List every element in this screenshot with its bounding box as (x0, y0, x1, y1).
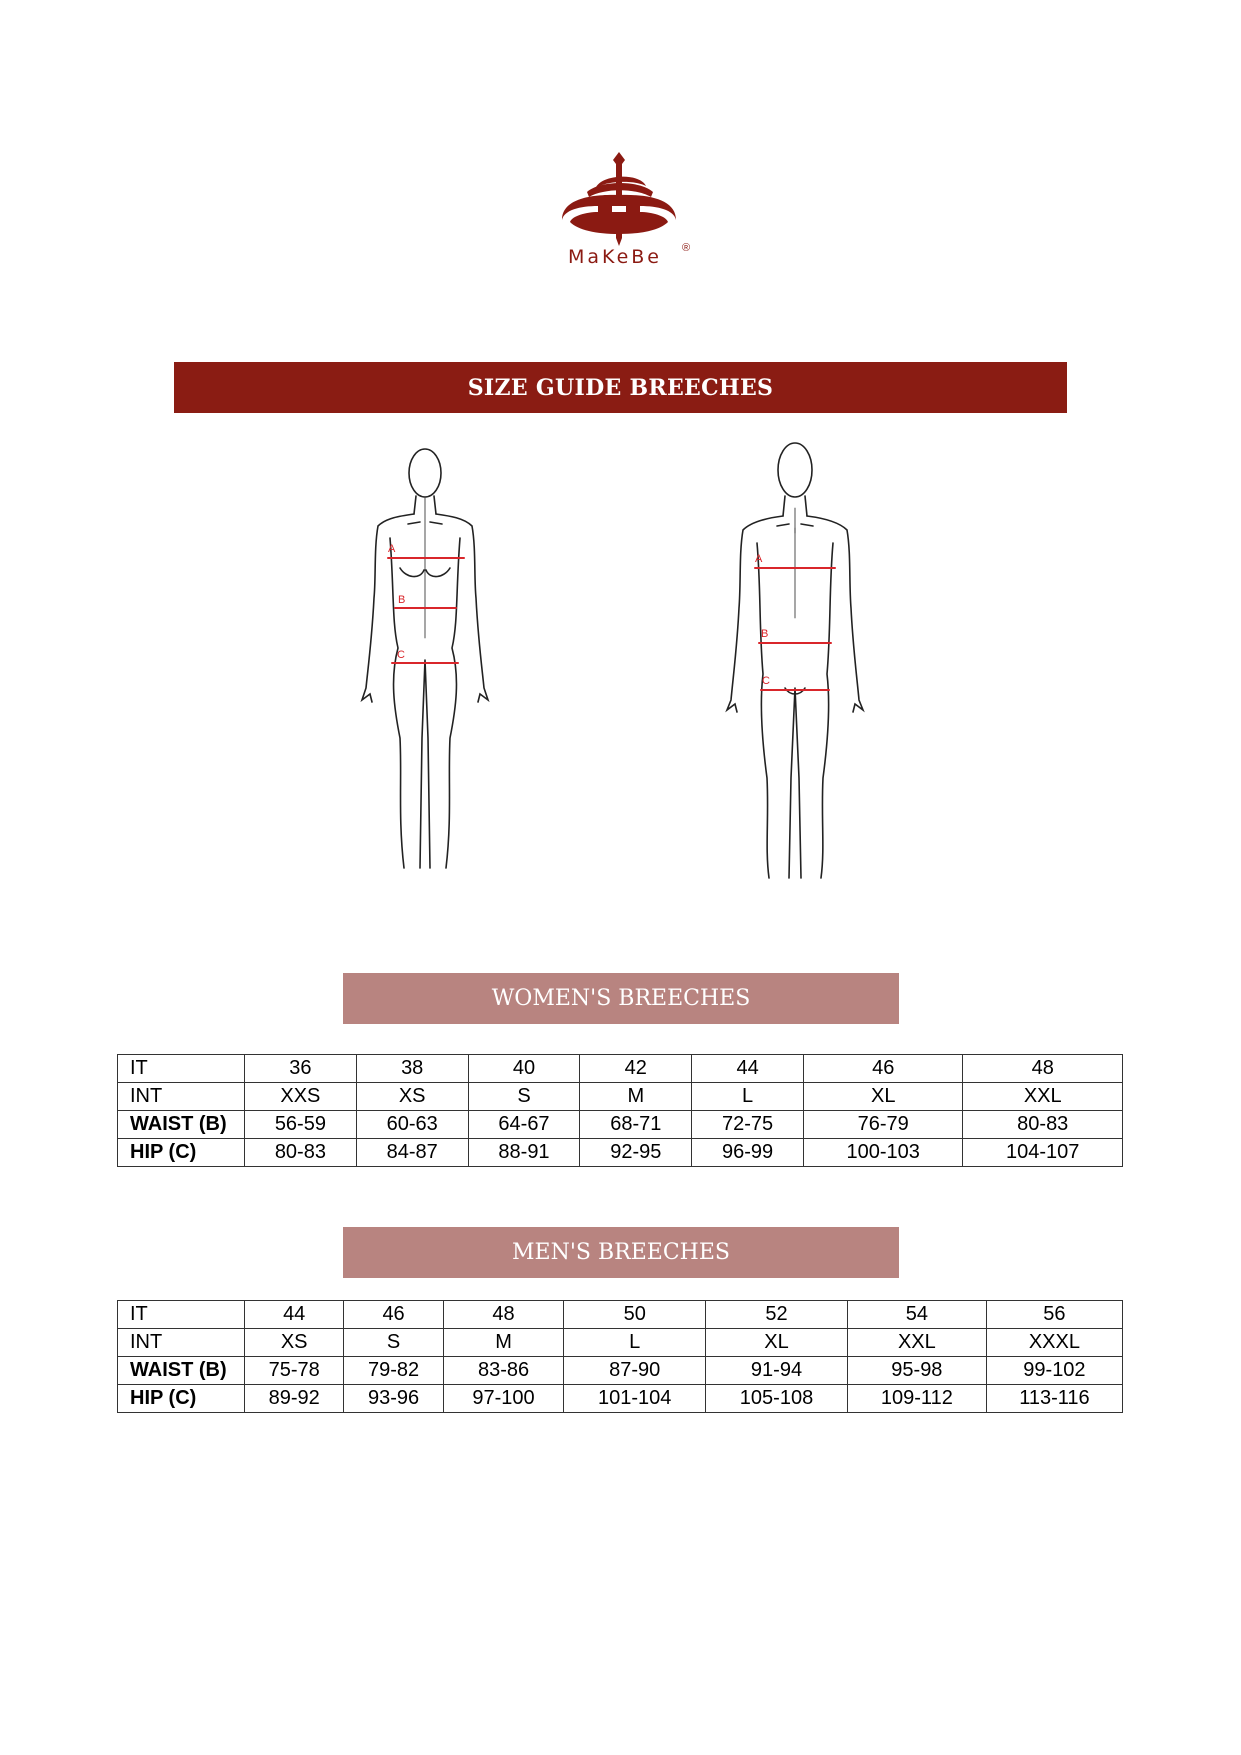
women-body-figure (350, 438, 500, 883)
page-title: SIZE GUIDE BREECHES (174, 362, 1067, 413)
table-cell: 95-98 (847, 1357, 986, 1385)
row-label: IT (118, 1055, 245, 1083)
table-cell: XS (245, 1329, 344, 1357)
table-cell: M (443, 1329, 564, 1357)
table-cell: XXXL (986, 1329, 1122, 1357)
table-cell: 92-95 (580, 1139, 692, 1167)
table-cell: 91-94 (706, 1357, 848, 1385)
women-marker-b: B (398, 594, 406, 606)
table-cell: 36 (245, 1055, 357, 1083)
table-cell: 48 (963, 1055, 1123, 1083)
table-cell: 76-79 (803, 1111, 962, 1139)
row-label: INT (118, 1329, 245, 1357)
table-row (118, 1139, 1123, 1167)
table-cell: XXS (245, 1083, 357, 1111)
table-cell: 113-116 (986, 1385, 1122, 1413)
table-cell: 60-63 (356, 1111, 468, 1139)
row-label: HIP (C) (118, 1139, 245, 1167)
table-cell: 54 (847, 1301, 986, 1329)
table-cell: 38 (356, 1055, 468, 1083)
table-cell: 97-100 (443, 1385, 564, 1413)
table-cell: 109-112 (847, 1385, 986, 1413)
table-cell: 52 (706, 1301, 848, 1329)
table-row (118, 1301, 1123, 1329)
table-cell: 46 (803, 1055, 962, 1083)
table-cell: XL (803, 1083, 962, 1111)
brand-name: MaKeBe (568, 246, 662, 268)
table-cell: 88-91 (468, 1139, 580, 1167)
women-size-table (117, 1054, 1123, 1167)
table-row (118, 1083, 1123, 1111)
row-label: WAIST (B) (118, 1357, 245, 1385)
table-cell: 93-96 (344, 1385, 443, 1413)
table-cell: S (468, 1083, 580, 1111)
women-marker-c: C (397, 649, 405, 661)
men-heading: MEN'S BREECHES (343, 1227, 899, 1278)
table-cell: 80-83 (963, 1111, 1123, 1139)
table-cell: XL (706, 1329, 848, 1357)
table-cell: 75-78 (245, 1357, 344, 1385)
table-cell: 56-59 (245, 1111, 357, 1139)
table-cell: 44 (245, 1301, 344, 1329)
table-cell: 89-92 (245, 1385, 344, 1413)
table-cell: L (564, 1329, 706, 1357)
table-cell: XS (356, 1083, 468, 1111)
row-label: HIP (C) (118, 1385, 245, 1413)
table-cell: 50 (564, 1301, 706, 1329)
registered-mark: ® (682, 242, 691, 254)
table-cell: 104-107 (963, 1139, 1123, 1167)
table-cell: 99-102 (986, 1357, 1122, 1385)
table-cell: 79-82 (344, 1357, 443, 1385)
table-cell: 44 (692, 1055, 804, 1083)
men-size-table (117, 1300, 1123, 1413)
table-cell: 105-108 (706, 1385, 848, 1413)
table-cell: 42 (580, 1055, 692, 1083)
row-label: INT (118, 1083, 245, 1111)
table-cell: 83-86 (443, 1357, 564, 1385)
table-cell: 46 (344, 1301, 443, 1329)
table-cell: 100-103 (803, 1139, 962, 1167)
table-cell: M (580, 1083, 692, 1111)
table-cell: 101-104 (564, 1385, 706, 1413)
table-cell: 96-99 (692, 1139, 804, 1167)
row-label: WAIST (B) (118, 1111, 245, 1139)
table-cell: 56 (986, 1301, 1122, 1329)
table-cell: XXL (963, 1083, 1123, 1111)
table-row (118, 1357, 1123, 1385)
table-cell: 80-83 (245, 1139, 357, 1167)
men-marker-c: C (762, 675, 770, 687)
table-cell: 72-75 (692, 1111, 804, 1139)
table-cell: 48 (443, 1301, 564, 1329)
table-row (118, 1055, 1123, 1083)
table-cell: 87-90 (564, 1357, 706, 1385)
table-cell: 64-67 (468, 1111, 580, 1139)
table-row (118, 1329, 1123, 1357)
brand-logo (540, 150, 700, 280)
table-row (118, 1385, 1123, 1413)
men-body-figure (715, 438, 875, 888)
women-marker-a: A (388, 543, 396, 555)
women-heading: WOMEN'S BREECHES (343, 973, 899, 1024)
men-marker-a: A (755, 553, 763, 565)
table-cell: 68-71 (580, 1111, 692, 1139)
table-cell: S (344, 1329, 443, 1357)
table-cell: 40 (468, 1055, 580, 1083)
table-cell: 84-87 (356, 1139, 468, 1167)
table-row (118, 1111, 1123, 1139)
row-label: IT (118, 1301, 245, 1329)
men-marker-b: B (761, 628, 769, 640)
table-cell: XXL (847, 1329, 986, 1357)
table-cell: L (692, 1083, 804, 1111)
logo-emblem-icon (540, 150, 700, 250)
